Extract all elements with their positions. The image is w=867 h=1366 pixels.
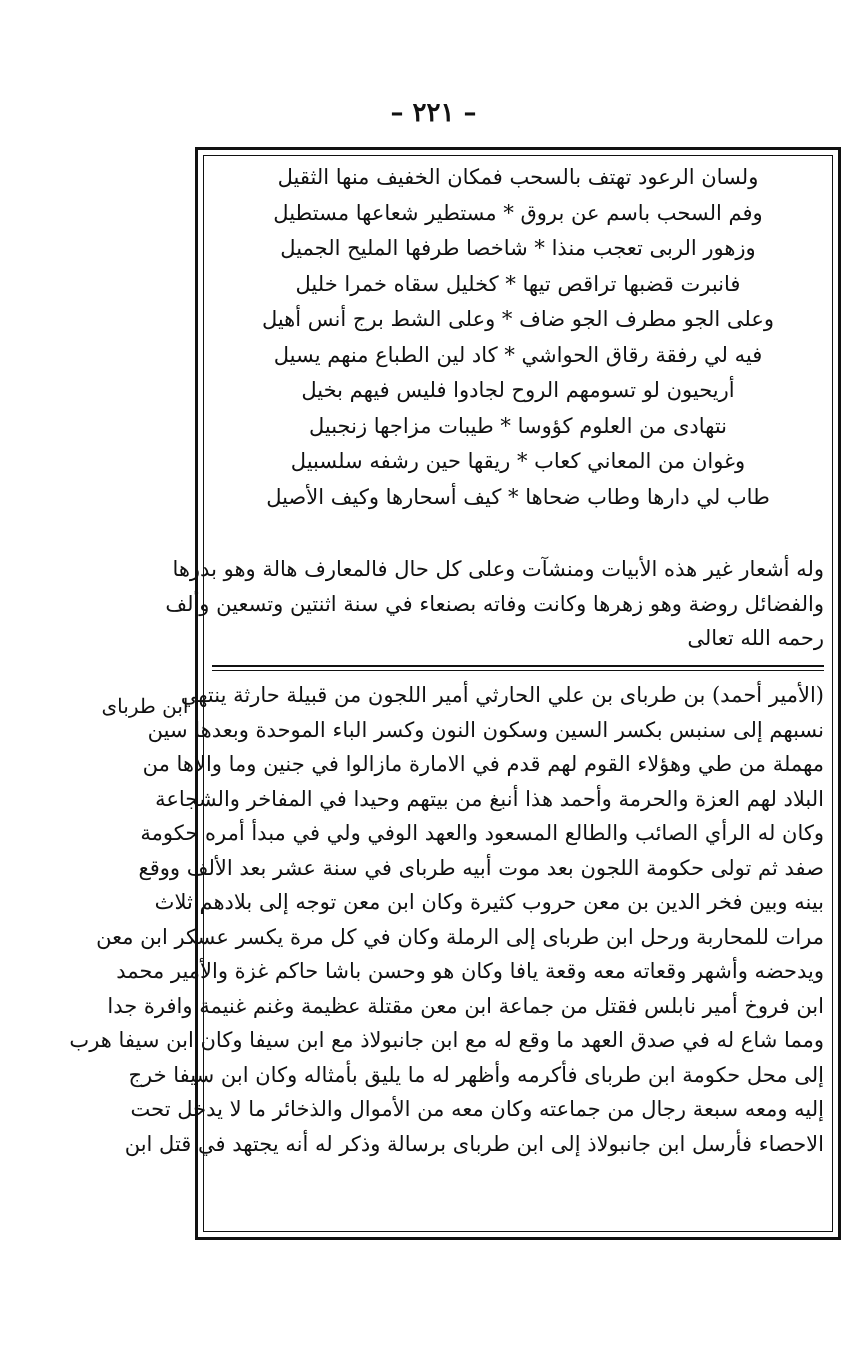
biography-line: نسبهم إلى سنبس بكسر السين وسكون النون وكسر الباء الموحدة وبعدها سين bbox=[147, 717, 824, 742]
biography-line: مرات للمحاربة ورحل ابن طرباى إلى الرملة وكان في كل مرة يكسر عسكر ابن معن bbox=[96, 924, 824, 949]
biography-line: صفد ثم تولى حكومة اللجون بعد موت أبيه طرباى في سنة عشر بعد الألف ووقع bbox=[138, 855, 824, 880]
biography-line: إليه ومعه سبعة رجال من جماعته وكان معه من الأموال والذخائر ما لا يدخل تحت bbox=[130, 1097, 824, 1121]
verse-line: ولسان الرعود تهتف بالسحب فمكان الخفيف منها الثقيل bbox=[277, 165, 759, 189]
biography-paragraph bbox=[69, 678, 824, 1161]
biography-line: البلاد لهم العزة والحرمة وأحمد هذا أنبغ من بيتهم وحيدا في المفاخر والشجاعة bbox=[155, 786, 824, 811]
verse-line: وعلى الجو مطرف الجو ضاف * وعلى الشط برج أنس أهيل bbox=[261, 307, 775, 331]
margin-note: ابن طرباى bbox=[101, 694, 189, 718]
closing-line: وله أشعار غير هذه الأبيات ومنشآت وعلى كل حال فالمعارف هالة وهو بدرها bbox=[172, 557, 824, 581]
verse-line: فانبرت قضبها تراقص تيها * كخليل سقاه خمرا خليل bbox=[295, 271, 741, 296]
biography-line: ابن فروخ أمير نابلس فقتل من جماعة ابن معن مقتلة عظيمة وغنم غنيمة وافرة جدا bbox=[107, 993, 824, 1018]
closing-line: رحمه الله تعالى bbox=[687, 626, 824, 650]
verse-line: أريحيون لو تسومهم الروح لجادوا فليس فيهم بخيل bbox=[301, 378, 735, 402]
biography-line: الاحصاء فأرسل ابن جانبولاذ إلى ابن طرباى برسالة وذكر له أنه يجتهد في قتل ابن bbox=[124, 1131, 824, 1156]
biography-line: (الأمير أحمد) بن طرباى بن علي الحارثي أمير اللجون من قبيلة حارثة ينتهي bbox=[180, 683, 824, 707]
verse-line: وزهور الربى تعجب منذا * شاخصا طرفها المليح الجميل bbox=[280, 236, 756, 260]
page-number: – ٢٢١ – bbox=[390, 98, 477, 128]
poem-verses bbox=[248, 160, 788, 515]
biography-line: ويدحضه وأشهر وقعاته معه وقعة يافا وكان هو وحسن باشا حاكم غزة والأمير محمد bbox=[116, 959, 824, 983]
section-divider bbox=[212, 665, 824, 667]
closing-line: والفضائل روضة وهو زهرها وكانت وفاته بصنعاء في سنة اثنتين وتسعين وألف bbox=[165, 591, 824, 616]
verse-line: وفم السحب باسم عن بروق * مستطير شعاعها مستطيل bbox=[273, 200, 763, 225]
biography-line: مهملة من طي وهؤلاء القوم لهم قدم في الامارة مازالوا في جنين وما والاها من bbox=[142, 752, 824, 776]
biography-line: ومما شاع له في صدق العهد ما وقع له مع ابن جانبولاذ مع ابن سيفا وكان ابن سيفا هرب bbox=[69, 1028, 824, 1052]
verse-line: طاب لي دارها وطاب ضحاها * كيف أسحارها وكيف الأصيل bbox=[266, 484, 770, 509]
biography-line: وكان له الرأي الصائب والطالع المسعود والعهد الوفي ولي في مبدأ أمره حكومة bbox=[140, 821, 824, 845]
biography-line: إلى محل حكومة ابن طرباى فأكرمه وأظهر له ما يليق بأمثاله وكان ابن سيفا خرج bbox=[128, 1062, 824, 1087]
verse-line: وغوان من المعاني كعاب * ريقها حين رشفه سلسبيل bbox=[290, 449, 746, 473]
closing-paragraph bbox=[165, 552, 824, 656]
biography-line: بينه وبين فخر الدين بن معن حروب كثيرة وكان ابن معن توجه إلى بلادهم ثلاث bbox=[154, 890, 824, 914]
verse-line: نتهادى من العلوم كؤوسا * طيبات مزاجها زنجبيل bbox=[308, 413, 728, 438]
section-divider-thin bbox=[212, 670, 824, 671]
verse-line: فيه لي رفقة رقاق الحواشي * كاد لين الطباع منهم يسيل bbox=[273, 342, 763, 367]
